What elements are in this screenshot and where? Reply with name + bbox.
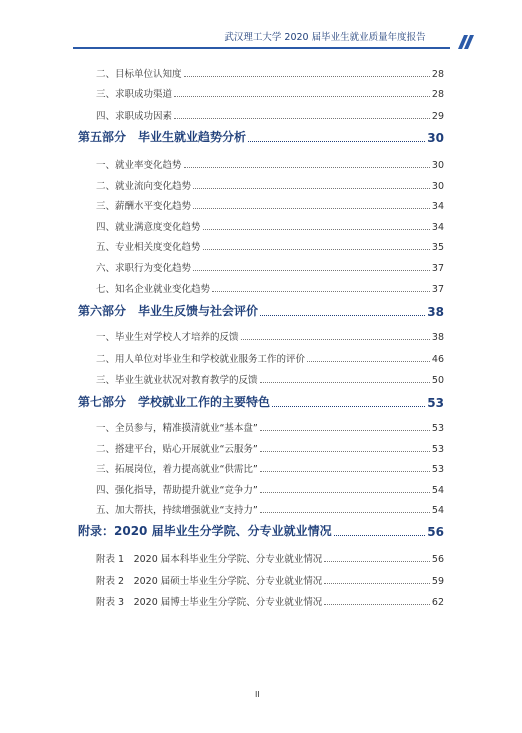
toc-leader-dots — [260, 511, 430, 513]
toc-page-number: 46 — [431, 354, 444, 365]
toc-entry-label: 附表 3 2020 届博士毕业生分学院、分专业就业情况 — [96, 597, 323, 608]
toc-leader-dots — [334, 534, 426, 536]
toc-leader-dots — [193, 269, 430, 271]
toc-entry[interactable] — [96, 325, 444, 343]
toc-entry[interactable] — [96, 368, 444, 386]
toc-part-entry[interactable] — [78, 301, 444, 319]
toc-entry-label: 五、专业相关度变化趋势 — [96, 242, 201, 253]
toc-leader-dots — [184, 75, 430, 77]
toc-page-number: 35 — [431, 242, 444, 253]
toc-entry-label: 四、强化指导，帮助提升就业“竞争力” — [96, 485, 258, 496]
toc-entry[interactable] — [96, 547, 444, 565]
toc-page-number: 54 — [431, 505, 444, 516]
toc-page-number: 30 — [427, 131, 444, 145]
toc-entry-label: 一、就业率变化趋势 — [96, 160, 182, 171]
toc-leader-dots — [324, 603, 430, 605]
toc-entry-label: 二、就业流向变化趋势 — [96, 181, 192, 192]
toc-entry[interactable] — [96, 174, 444, 192]
toc-leader-dots — [184, 166, 430, 168]
toc-entry-label: 二、目标单位认知度 — [96, 69, 182, 80]
toc-entry[interactable] — [96, 437, 444, 455]
toc-entry[interactable] — [96, 215, 444, 233]
toc-leader-dots — [260, 450, 430, 452]
toc-leader-dots — [324, 582, 430, 584]
toc-entry-label: 附录：2020 届毕业生分学院、分专业就业情况 — [78, 524, 332, 538]
toc-entry-label: 二、用人单位对毕业生和学校就业服务工作的评价 — [96, 354, 306, 365]
toc-entry[interactable] — [96, 416, 444, 434]
toc-entry-label: 三、毕业生就业状况对教育教学的反馈 — [96, 375, 258, 386]
running-header: 武汉理工大学 2020 届毕业生就业质量年度报告 — [224, 32, 426, 43]
toc-page-number: 34 — [431, 201, 444, 212]
toc-page-number: 38 — [427, 305, 444, 319]
toc-entry-label: 第七部分 学校就业工作的主要特色 — [78, 395, 271, 409]
toc-leader-dots — [260, 429, 430, 431]
toc-entry-label: 七、知名企业就业变化趋势 — [96, 284, 211, 295]
toc-leader-dots — [260, 381, 430, 383]
toc-leader-dots — [248, 140, 425, 142]
toc-leader-dots — [193, 207, 430, 209]
toc-entry-label: 第六部分 毕业生反馈与社会评价 — [78, 304, 259, 318]
toc-entry[interactable] — [96, 62, 444, 80]
toc-page-number: 37 — [431, 284, 444, 295]
toc-entry[interactable] — [96, 277, 444, 295]
toc-leader-dots — [174, 95, 430, 97]
toc-page-number: 59 — [431, 576, 444, 587]
toc-page-number: 37 — [431, 263, 444, 274]
toc-leader-dots — [272, 405, 425, 407]
toc-page-number: 30 — [431, 181, 444, 192]
toc-page-number: 53 — [431, 464, 444, 475]
toc-entry-label: 一、全员参与，精准摸清就业“基本盘” — [96, 423, 258, 434]
toc-leader-dots — [203, 228, 430, 230]
toc-page-number: 53 — [427, 396, 444, 410]
toc-entry[interactable] — [96, 498, 444, 516]
toc-page-number: 56 — [431, 554, 444, 565]
toc-leader-dots — [212, 290, 430, 292]
toc-entry-label: 三、求职成功渠道 — [96, 89, 173, 100]
toc-page-number: 29 — [431, 111, 444, 122]
toc-page-number: 50 — [431, 375, 444, 386]
toc-entry-label: 四、求职成功因素 — [96, 111, 173, 122]
toc-leader-dots — [260, 470, 430, 472]
toc-entry-label: 附表 1 2020 届本科毕业生分学院、分专业就业情况 — [96, 554, 323, 565]
toc-entry-label: 一、毕业生对学校人才培养的反馈 — [96, 332, 239, 343]
toc-page-number: 28 — [431, 89, 444, 100]
toc-entry-label: 三、薪酬水平变化趋势 — [96, 201, 192, 212]
toc-entry-label: 三、拓展岗位，着力提高就业“供需比” — [96, 464, 258, 475]
toc-leader-dots — [324, 560, 430, 562]
toc-leader-dots — [193, 187, 430, 189]
toc-page-number: 53 — [431, 444, 444, 455]
toc-entry[interactable] — [96, 194, 444, 212]
toc-page-number: 53 — [431, 423, 444, 434]
toc-leader-dots — [174, 117, 430, 119]
toc-leader-dots — [260, 314, 425, 316]
toc-page-number: 38 — [431, 332, 444, 343]
toc-entry-label: 第五部分 毕业生就业趋势分析 — [78, 130, 247, 144]
toc-entry[interactable] — [96, 590, 444, 608]
toc-page-number: 62 — [431, 597, 444, 608]
toc-page-number: 28 — [431, 69, 444, 80]
toc-entry[interactable] — [96, 235, 444, 253]
toc-entry[interactable] — [96, 82, 444, 100]
toc-part-entry[interactable] — [78, 127, 444, 145]
toc-entry-label: 二、搭建平台，贴心开展就业“云服务” — [96, 444, 258, 455]
toc-page-number: 54 — [431, 485, 444, 496]
toc-leader-dots — [241, 338, 430, 340]
toc-leader-dots — [203, 248, 430, 250]
toc-entry[interactable] — [96, 478, 444, 496]
page-number: II — [255, 690, 260, 699]
toc-page-number: 30 — [431, 160, 444, 171]
toc-leader-dots — [260, 491, 430, 493]
toc-entry[interactable] — [96, 347, 444, 365]
toc-entry-label: 六、求职行为变化趋势 — [96, 263, 192, 274]
toc-entry-label: 五、加大帮扶，持续增强就业“支持力” — [96, 505, 258, 516]
toc-entry[interactable] — [96, 153, 444, 171]
toc-part-entry[interactable] — [78, 521, 444, 539]
toc-leader-dots — [307, 360, 430, 362]
toc-entry[interactable] — [96, 569, 444, 587]
toc-entry-label: 四、就业满意度变化趋势 — [96, 222, 201, 233]
toc-entry[interactable] — [96, 256, 444, 274]
toc-part-entry[interactable] — [78, 392, 444, 410]
toc-page-number: 34 — [431, 222, 444, 233]
toc-entry-label: 附表 2 2020 届硕士毕业生分学院、分专业就业情况 — [96, 576, 323, 587]
toc-page-number: 56 — [427, 525, 444, 539]
toc-entry[interactable] — [96, 104, 444, 122]
toc-entry[interactable] — [96, 457, 444, 475]
